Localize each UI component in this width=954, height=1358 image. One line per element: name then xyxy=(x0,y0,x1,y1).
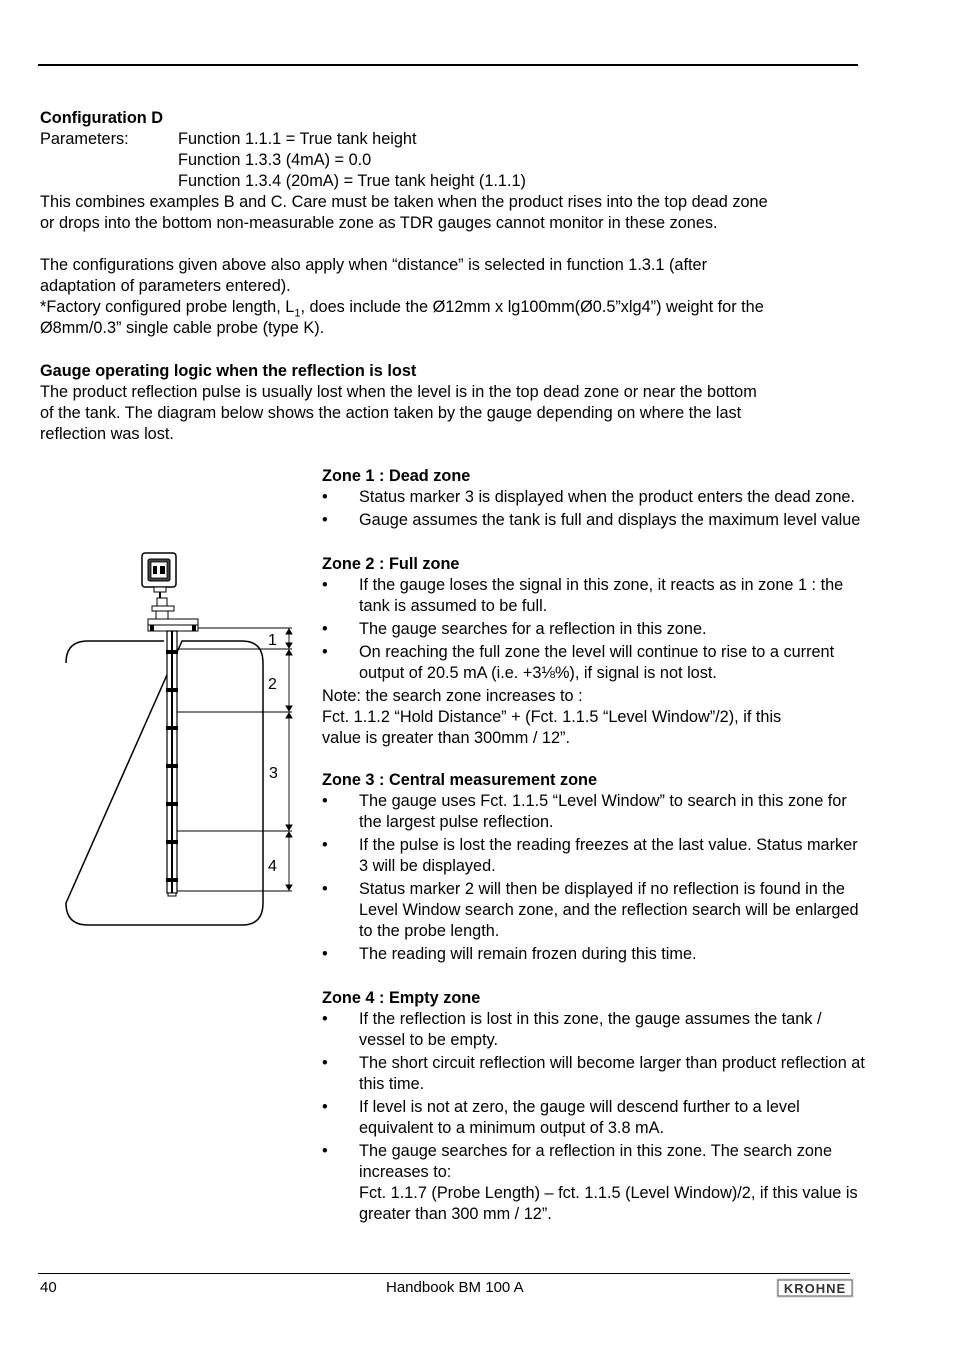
header-rule xyxy=(38,64,858,66)
zone-2-bullet-1: • If the gauge loses the signal in this zone, it reacts as in zone 1 : the tank is assumed to be full. xyxy=(322,575,867,617)
factory-note-line-1 xyxy=(40,297,764,318)
zone-4-heading: Zone 4 : Empty zone xyxy=(322,989,481,1007)
zone-2-heading: Zone 2 : Full zone xyxy=(322,555,460,573)
factory-note-sub: 1 xyxy=(294,307,301,320)
zone-dimension-arrows xyxy=(286,629,292,890)
zone-3-list xyxy=(322,791,867,965)
zone-label-2: 2 xyxy=(268,676,277,693)
params-label: Parameters: xyxy=(40,130,129,148)
zone-label-4: 4 xyxy=(268,858,277,875)
zone-2-list xyxy=(322,575,867,684)
zone-2-note-line-3: value is greater than 300mm / 12”. xyxy=(322,729,570,747)
zone-2-note-line-1: Note: the search zone increases to : xyxy=(322,687,583,705)
zone-4-bullet-4-text: • The gauge searches for a reflection in this zone. The search zone increases to: xyxy=(359,1142,833,1181)
zone-1-bullet-1: • Status marker 3 is displayed when the product enters the dead zone. xyxy=(322,487,867,508)
zone-4-bullet-4-formula: Fct. 1.1.7 (Probe Length) – fct. 1.1.5 (Level Window)/2, if this value is greater than 300 mm / 12”. xyxy=(359,1184,858,1223)
zone-boundaries xyxy=(177,628,292,891)
gauge-housing xyxy=(142,553,176,619)
zone-1-heading: Zone 1 : Dead zone xyxy=(322,467,471,485)
distance-note-line-2: adaptation of parameters entered). xyxy=(40,277,291,295)
zone-3-bullet-1: • The gauge uses Fct. 1.1.5 “Level Window” to search in this zone for the largest pulse reflection. xyxy=(322,791,867,833)
zone-4-bullet-4 xyxy=(322,1141,867,1225)
zone-1-bullet-2: • Gauge assumes the tank is full and displays the maximum level value xyxy=(322,510,867,531)
config-heading: Configuration D xyxy=(40,109,163,127)
param-line-1: Function 1.1.1 = True tank height xyxy=(178,130,417,148)
config-desc-line-2: or drops into the bottom non-measurable zone as TDR gauges cannot monitor in these zones. xyxy=(40,214,718,232)
zone-4-bullet-3: • If level is not at zero, the gauge will descend further to a level equivalent to a minimum output of 3.8 mA. xyxy=(322,1097,867,1139)
zone-3-bullet-4: • The reading will remain frozen during this time. xyxy=(322,944,867,965)
logic-line-2: of the tank. The diagram below shows the action taken by the gauge depending on where the last xyxy=(40,404,742,422)
param-line-2: Function 1.3.3 (4mA) = 0.0 xyxy=(178,151,372,169)
tank-diagram xyxy=(60,548,305,933)
zone-4-bullet-2: • The short circuit reflection will become larger than product reflection at this time. xyxy=(322,1053,867,1095)
handbook-title: Handbook BM 100 A xyxy=(386,1279,524,1296)
factory-note-post: , does include the Ø12mm x lg100mm(Ø0.5”xlg4”) weight for the xyxy=(300,298,764,316)
zone-label-1: 1 xyxy=(268,632,277,649)
footer-rule xyxy=(38,1273,850,1274)
zone-4-bullet-1: • If the reflection is lost in this zone, the gauge assumes the tank / vessel to be empty. xyxy=(322,1009,867,1051)
zone-label-3: 3 xyxy=(269,765,278,782)
krohne-logo-text: KROHNE xyxy=(783,1281,847,1296)
param-line-3: Function 1.3.4 (20mA) = True tank height (1.1.1) xyxy=(178,172,526,190)
zone-3-heading: Zone 3 : Central measurement zone xyxy=(322,771,598,789)
zone-4-list xyxy=(322,1009,867,1225)
zone-1-list xyxy=(322,487,867,531)
logic-line-3: reflection was lost. xyxy=(40,425,174,443)
zone-3-bullet-3: • Status marker 2 will then be displayed if no reflection is found in the Level Window search zone, and the reflection search will be enlarged to the probe length. xyxy=(322,879,867,942)
probe-rod xyxy=(166,631,178,896)
distance-note-line-1: The configurations given above also apply when “distance” is selected in function 1.3.1 (after xyxy=(40,256,708,274)
tank-body xyxy=(66,641,263,925)
zone-3-bullet-2: • If the pulse is lost the reading freezes at the last value. Status marker 3 will be displayed. xyxy=(322,835,867,877)
logic-heading: Gauge operating logic when the reflection is lost xyxy=(40,362,417,380)
config-desc-line-1: This combines examples B and C. Care must be taken when the product rises into the top dead zone xyxy=(40,193,768,211)
zone-2-note-line-2: Fct. 1.1.2 “Hold Distance” + (Fct. 1.1.5 “Level Window”/2), if this xyxy=(322,708,782,726)
zone-descriptions xyxy=(322,466,867,1227)
krohne-logo xyxy=(776,1278,854,1298)
zone-2-bullet-3: • On reaching the full zone the level will continue to rise to a current output of 20.5 mA (i.e. +3⅛%), if signal is not lost. xyxy=(322,642,867,684)
page-number: 40 xyxy=(40,1279,57,1296)
logic-line-1: The product reflection pulse is usually lost when the level is in the top dead zone or near the bottom xyxy=(40,383,757,401)
tank-flange xyxy=(148,619,198,631)
factory-note-line-2: Ø8mm/0.3” single cable probe (type K). xyxy=(40,319,325,337)
zone-2-bullet-2: • The gauge searches for a reflection in this zone. xyxy=(322,619,867,640)
factory-note-pre: *Factory configured probe length, L xyxy=(40,298,295,316)
